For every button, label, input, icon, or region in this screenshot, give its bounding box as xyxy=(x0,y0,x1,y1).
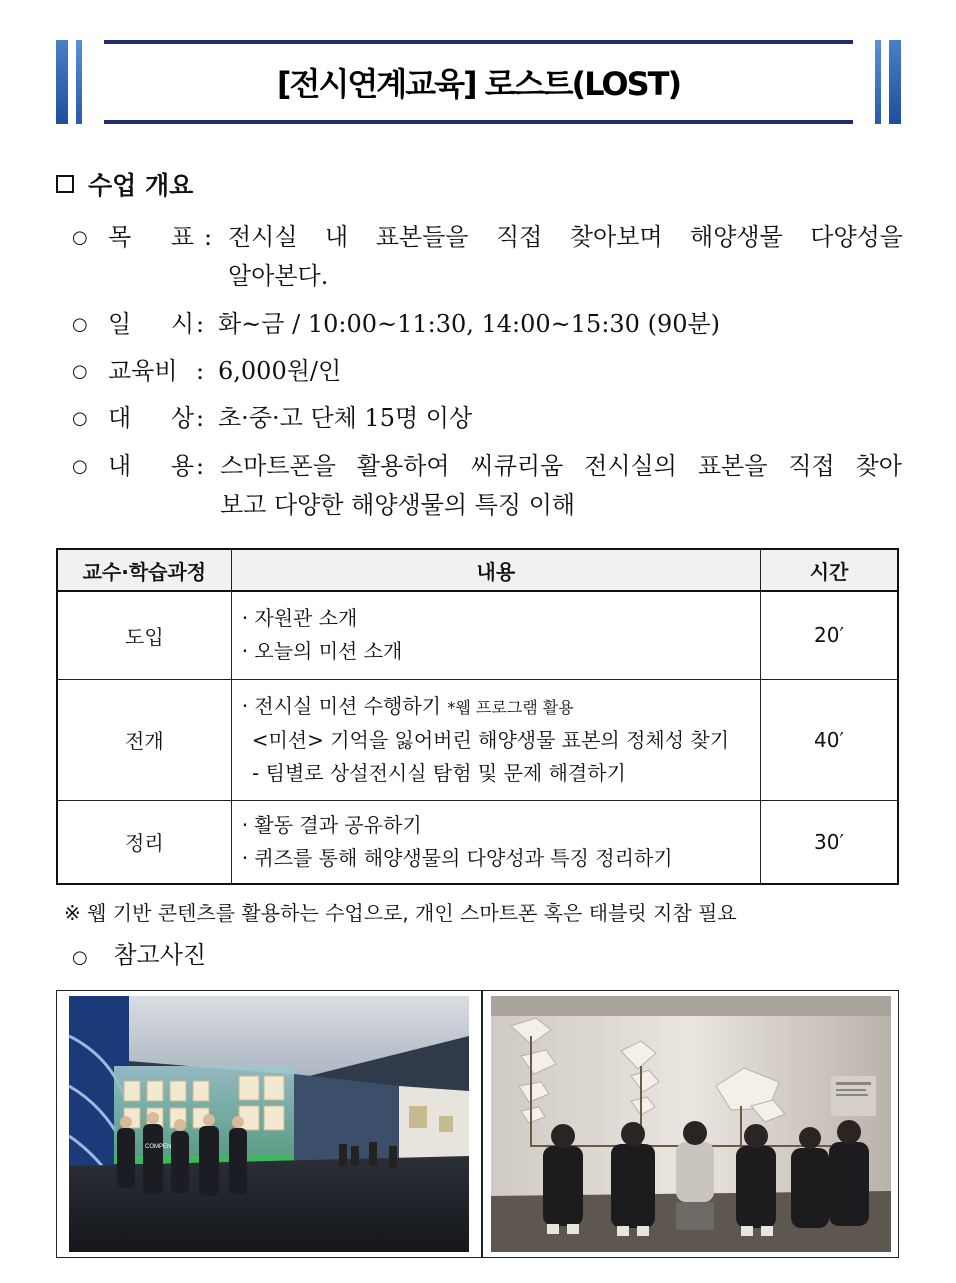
overview-value: 6,000원/인 xyxy=(218,357,342,385)
right-accent-bar xyxy=(889,40,901,124)
content-line: · 자원관 소개 xyxy=(241,606,358,631)
content-cell xyxy=(231,800,760,884)
time-cell: 20′ xyxy=(761,591,898,679)
overview-value: 화~금 / 10:00~11:30, 14:00~15:30 (90분) xyxy=(218,310,721,338)
content-line: · 활동 결과 공유하기 xyxy=(241,812,422,837)
web-program-note: *웹 프로그램 활용 xyxy=(447,697,574,717)
specimen-display-photo xyxy=(491,996,891,1252)
overview-value: 초·중·고 단체 15명 이상 xyxy=(218,404,473,432)
reference-heading xyxy=(72,936,206,977)
stage-cell: 전개 xyxy=(57,679,231,800)
circle-bullet-icon: ○ xyxy=(72,408,88,429)
overview-label: 내 용 xyxy=(108,452,194,480)
stage-cell: 정리 xyxy=(57,800,231,884)
content-cell xyxy=(231,679,760,800)
table-row xyxy=(57,591,898,679)
time-cell: 40′ xyxy=(761,679,898,800)
circle-bullet-icon: ○ xyxy=(72,456,88,477)
time-cell: 30′ xyxy=(761,800,898,884)
circle-bullet-icon: ○ xyxy=(72,361,88,382)
colon: : xyxy=(196,357,205,385)
lesson-plan-table xyxy=(56,548,899,885)
overview-value: 전시실 내 표본들을 직접 찾아보며 해양생물 다양성을 xyxy=(228,223,903,251)
title-banner xyxy=(56,40,901,124)
content-line-text: · 전시실 미션 수행하기 xyxy=(241,693,441,718)
section-heading-text: 수업 개요 xyxy=(88,171,194,200)
circle-bullet-icon: ○ xyxy=(72,947,88,968)
notice-text: ※ 웹 기반 콘텐츠를 활용하는 수업으로, 개인 스마트폰 혹은 태블릿 지참 필요 xyxy=(64,901,737,925)
content-cell xyxy=(231,591,760,679)
table-header-row xyxy=(57,549,898,591)
section-heading xyxy=(56,166,193,202)
exhibition-hall-photo xyxy=(69,996,469,1252)
overview-value-cont: 알아본다. xyxy=(228,262,329,290)
circle-bullet-icon: ○ xyxy=(72,227,88,248)
content-line: · 퀴즈를 통해 해양생물의 다양성과 특징 정리하기 xyxy=(241,845,673,870)
circle-bullet-icon: ○ xyxy=(72,314,88,335)
overview-label: 대 상 xyxy=(108,404,194,432)
overview-label: 일 시 xyxy=(108,310,194,338)
page-title: [전시연계교육] 로스트(LOST) xyxy=(276,65,681,103)
overview-label: 교육비 xyxy=(108,357,178,385)
overview-label: 목 표 xyxy=(108,223,194,251)
content-line: - 팀별로 상설전시실 탐험 및 문제 해결하기 xyxy=(245,760,626,785)
shirt-text: COMPEN xyxy=(145,1144,172,1150)
specimen-display-illustration xyxy=(491,996,891,1252)
exhibition-hall-illustration xyxy=(69,996,469,1252)
column-header: 내용 xyxy=(231,549,760,591)
content-line: <미션> 기억을 잃어버린 해양생물 표본의 정체성 찾기 xyxy=(251,727,730,752)
table-row xyxy=(57,800,898,884)
colon: : xyxy=(196,404,205,432)
column-header: 교수·학습과정 xyxy=(57,549,231,591)
overview-value: 스마트폰을 활용하여 씨큐리움 전시실의 표본을 직접 찾아 xyxy=(220,452,902,480)
left-accent-bar xyxy=(56,40,68,124)
right-accent-bar-thin xyxy=(875,40,881,124)
photo-frame xyxy=(56,990,899,1258)
colon: : xyxy=(204,223,213,251)
photo-divider xyxy=(481,991,483,1257)
colon: : xyxy=(196,310,205,338)
reference-heading-text: 참고사진 xyxy=(113,941,207,969)
content-line xyxy=(242,690,750,724)
table-row xyxy=(57,679,898,800)
stage-cell: 도입 xyxy=(57,591,231,679)
content-line: · 오늘의 미션 소개 xyxy=(241,639,403,664)
title-box xyxy=(104,40,853,124)
left-accent-bar-thin xyxy=(76,40,82,124)
overview-value-cont: 보고 다양한 해양생물의 특징 이해 xyxy=(220,491,576,519)
column-header: 시간 xyxy=(761,549,898,591)
colon: : xyxy=(196,452,205,480)
square-bullet-icon xyxy=(56,175,74,193)
